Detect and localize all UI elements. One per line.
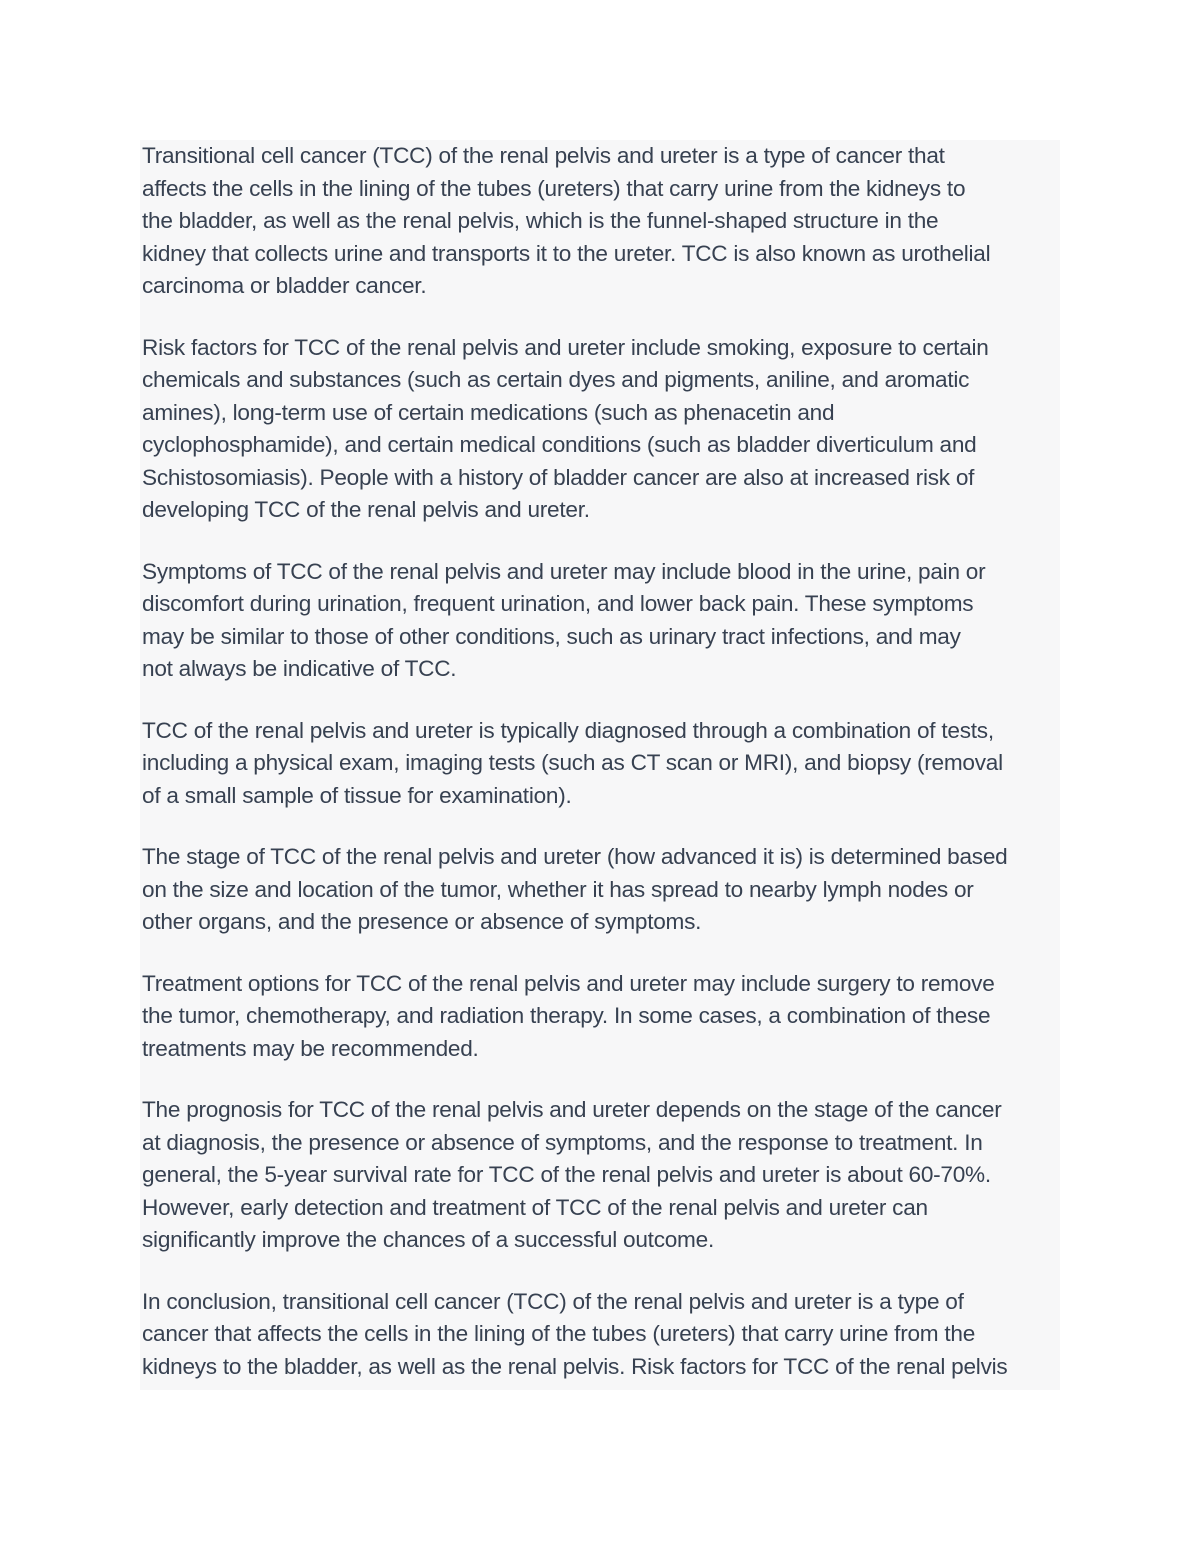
text-line: significantly improve the chances of a successful outcome. (142, 1227, 714, 1252)
text-line: amines), long-term use of certain medications (such as phenacetin and (142, 399, 835, 425)
text-line: at diagnosis, the presence or absence of symptoms, and the response to treatment. In (142, 1129, 983, 1155)
paragraph-prognosis (140, 1094, 1060, 1257)
paragraph-symptoms (140, 556, 1060, 686)
text-line: on the size and location of the tumor, whether it has spread to nearby lymph nodes or (142, 876, 974, 902)
text-line: Risk factors for TCC of the renal pelvis and ureter include smoking, exposure to certain (142, 334, 989, 360)
text-line: the bladder, as well as the renal pelvis, which is the funnel-shaped structure in the (142, 208, 939, 233)
text-line: chemicals and substances (such as certain dyes and pigments, aniline, and aromatic (142, 367, 970, 392)
text-line: not always be indicative of TCC. (142, 656, 457, 681)
text-line: kidney that collects urine and transports it to the ureter. TCC is also known as urothelial (142, 240, 991, 266)
text-line: kidneys to the bladder, as well as the renal pelvis. Risk factors for TCC of the renal pelvis (142, 1353, 1008, 1379)
text-line: of a small sample of tissue for examination). (142, 782, 572, 808)
paragraph-risk-factors (140, 332, 1060, 527)
text-line: affects the cells in the lining of the tubes (ureters) that carry urine from the kidneys to (142, 175, 966, 201)
paragraph-staging (140, 841, 1060, 939)
text-line: The prognosis for TCC of the renal pelvis and ureter depends on the stage of the cancer (142, 1097, 1002, 1122)
text-line: TCC of the renal pelvis and ureter is typically diagnosed through a combination of tests, (142, 717, 994, 743)
paragraph-diagnosis (140, 715, 1060, 813)
text-line: the tumor, chemotherapy, and radiation therapy. In some cases, a combination of these (142, 1003, 991, 1028)
text-line: Schistosomiasis). People with a history of bladder cancer are also at increased risk of (142, 464, 975, 490)
text-line: In conclusion, transitional cell cancer (TCC) of the renal pelvis and ureter is a type of (142, 1288, 964, 1314)
text-line: Treatment options for TCC of the renal pelvis and ureter may include surgery to remove (142, 970, 995, 996)
paragraph-introduction (140, 140, 1060, 303)
text-line: However, early detection and treatment of TCC of the renal pelvis and ureter can (142, 1194, 928, 1220)
text-line: The stage of TCC of the renal pelvis and ureter (how advanced it is) is determined based (142, 844, 1008, 869)
text-line: treatments may be recommended. (142, 1035, 479, 1061)
text-block (140, 140, 1060, 1390)
text-line: general, the 5-year survival rate for TCC of the renal pelvis and ureter is about 60-70%. (142, 1162, 991, 1187)
text-line: including a physical exam, imaging tests (such as CT scan or MRI), and biopsy (removal (142, 750, 1003, 775)
text-line: carcinoma or bladder cancer. (142, 273, 427, 298)
text-line: developing TCC of the renal pelvis and ureter. (142, 497, 590, 522)
text-line: discomfort during urination, frequent urination, and lower back pain. These symptoms (142, 591, 974, 616)
text-line: may be similar to those of other conditions, such as urinary tract infections, and may (142, 623, 961, 649)
paragraph-treatment (140, 968, 1060, 1066)
text-line: cancer that affects the cells in the lining of the tubes (ureters) that carry urine from the (142, 1321, 976, 1346)
text-line: other organs, and the presence or absence of symptoms. (142, 909, 702, 934)
text-line: Transitional cell cancer (TCC) of the renal pelvis and ureter is a type of cancer that (142, 143, 945, 168)
text-line: Symptoms of TCC of the renal pelvis and ureter may include blood in the urine, pain or (142, 558, 986, 584)
text-line: cyclophosphamide), and certain medical conditions (such as bladder diverticulum and (142, 432, 977, 457)
paragraph-conclusion (140, 1286, 1060, 1384)
